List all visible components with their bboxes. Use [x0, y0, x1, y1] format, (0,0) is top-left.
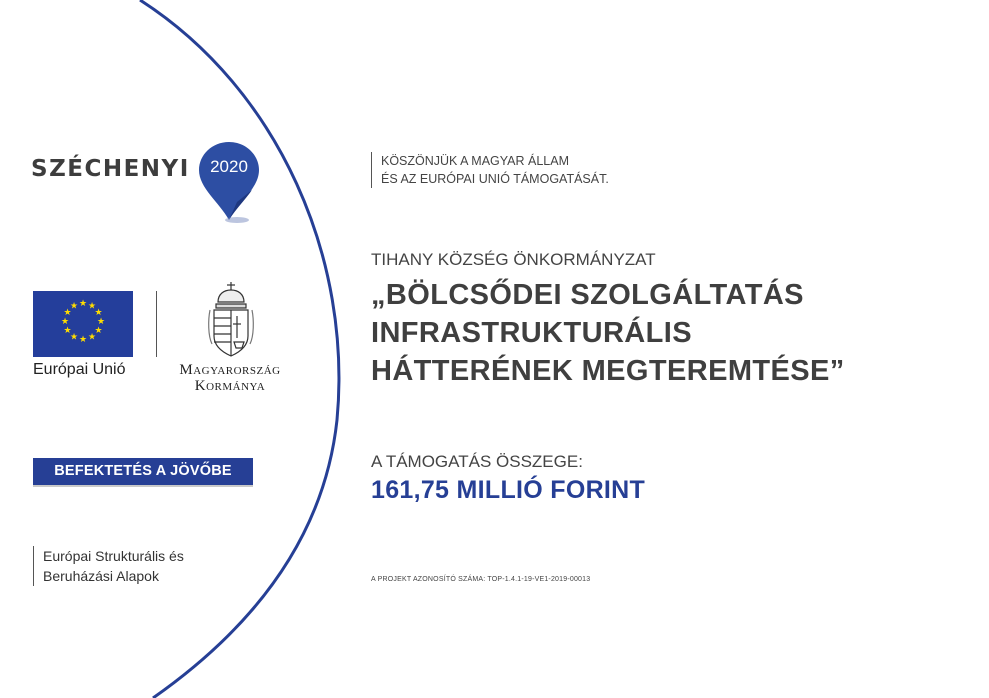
svg-text:★: ★	[96, 317, 106, 327]
invest-in-future-banner: BEFEKTETÉS A JÖVŐBE	[33, 458, 253, 485]
esif-label	[33, 546, 184, 586]
hungary-coat-of-arms-icon	[206, 280, 256, 360]
thanks-line1: KÖSZÖNJÜK A MAGYAR ÁLLAM	[381, 154, 570, 168]
szechenyi-wordmark: SZÉCHENYI	[31, 156, 190, 182]
svg-text:★: ★	[87, 301, 97, 312]
government-name-line2: Kormánya	[194, 378, 266, 394]
szechenyi-2020-logo	[31, 140, 271, 230]
map-pin-icon	[197, 140, 261, 224]
funding-amount-value: 161,75 MILLIÓ FORINT	[371, 476, 646, 504]
project-title	[371, 276, 931, 390]
eu-label: Európai Unió	[33, 361, 126, 378]
eu-flag-icon	[33, 291, 133, 357]
svg-text:★: ★	[94, 326, 103, 336]
project-title-line1: „BÖLCSŐDEI SZOLGÁLTATÁS	[371, 279, 804, 311]
project-title-line2: INFRASTRUKTURÁLIS	[371, 317, 692, 349]
svg-text:★: ★	[78, 335, 88, 345]
svg-text:★: ★	[78, 299, 88, 309]
thanks-line2: ÉS AZ EURÓPAI UNIÓ TÁMOGATÁSÁT.	[381, 172, 609, 186]
esif-label-line2: Beruházási Alapok	[43, 568, 159, 584]
project-id: A PROJEKT AZONOSÍTÓ SZÁMA: TOP-1.4.1-19-VE1-2019-00013	[371, 576, 591, 583]
svg-text:★: ★	[87, 332, 97, 343]
svg-text:★: ★	[60, 317, 70, 327]
szechenyi-year: 2020	[210, 157, 248, 176]
funding-amount-label: A TÁMOGATÁS ÖSSZEGE:	[371, 452, 583, 471]
beneficiary-name: TIHANY KÖZSÉG ÖNKORMÁNYZAT	[371, 250, 656, 269]
svg-text:★: ★	[63, 326, 72, 336]
government-name-line1: Magyarország	[179, 362, 281, 378]
logo-divider	[156, 291, 157, 357]
svg-text:★: ★	[69, 332, 79, 343]
esif-label-line1: Európai Strukturális és	[43, 548, 184, 564]
svg-text:★: ★	[94, 308, 103, 318]
project-title-line3: HÁTTERÉNEK MEGTEREMTÉSE”	[371, 355, 845, 387]
svg-text:★: ★	[63, 308, 72, 318]
svg-text:★: ★	[69, 301, 79, 312]
thanks-note	[371, 152, 609, 188]
